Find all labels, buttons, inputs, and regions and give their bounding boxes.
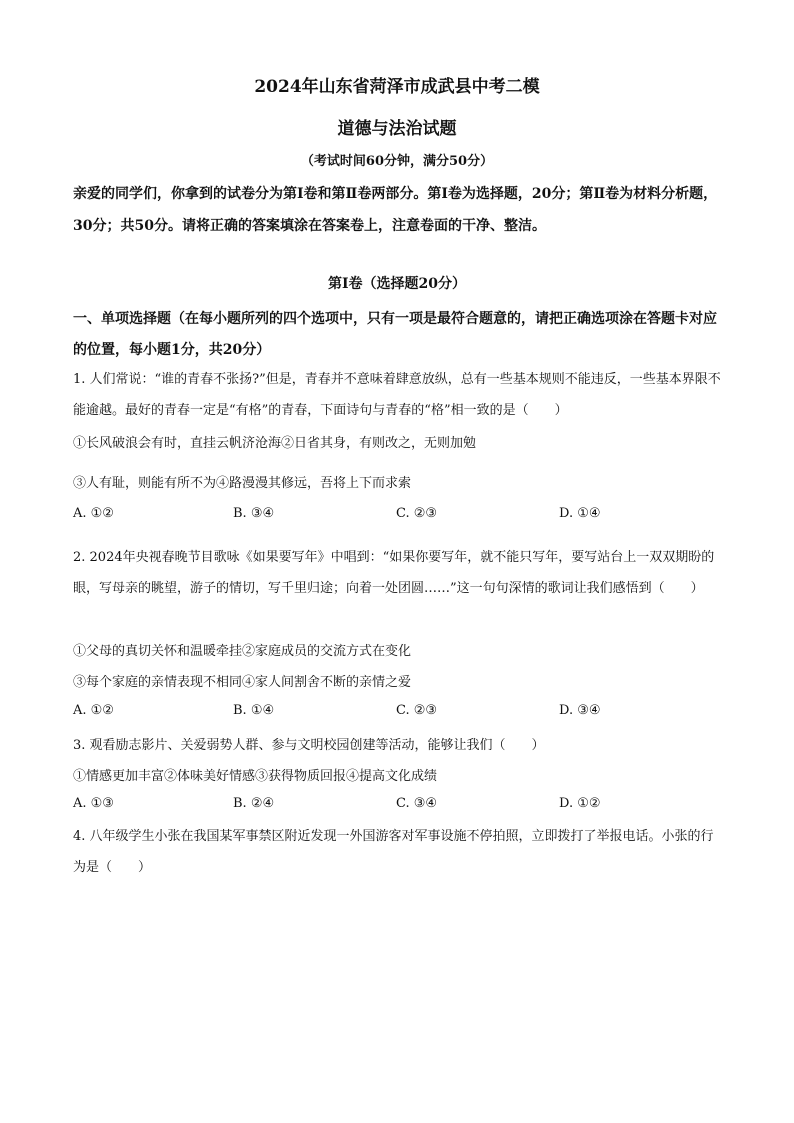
question-2-stem: 2. 2024年央视春晚节目歌咏《如果要写年》中唱到：“如果你要写年，就不能只写年，要写站台上一双双期盼的眼，写母亲的眺望，游子的情切，写千里归途；向着一处团圆……”这一句句深情的歌词让我们感悟到（ ） <box>73 550 715 596</box>
question-3-options <box>73 796 723 816</box>
option-b[interactable]: B. ①④ <box>233 703 275 718</box>
question-2-items-a: ①父母的真切关怀和温暖牵挂②家庭成员的交流方式在变化 <box>73 644 412 659</box>
option-a[interactable]: A. ①② <box>73 506 114 521</box>
part-heading: 第Ⅰ卷（选择题20分） <box>327 276 467 292</box>
intro-paragraph: 亲爱的同学们，你拿到的试卷分为第Ⅰ卷和第Ⅱ卷两部分。第Ⅰ卷为选择题，20分；第Ⅱ卷为材料分析题，30分；共50分。请将正确的答案填涂在答案卷上，注意卷面的干净、整洁。 <box>73 186 718 234</box>
subject-title: 道德与法治试题 <box>337 119 457 139</box>
question-1-options <box>73 506 723 526</box>
question-2-items-b: ③每个家庭的亲情表现不相同④家人间割舍不断的亲情之爱 <box>73 675 412 690</box>
option-d[interactable]: D. ①② <box>559 796 601 811</box>
option-c[interactable]: C. ③④ <box>396 796 438 811</box>
option-d[interactable]: D. ①④ <box>559 506 601 521</box>
option-c[interactable]: C. ②③ <box>396 506 438 521</box>
question-2-options <box>73 703 723 723</box>
option-d[interactable]: D. ③④ <box>559 703 601 718</box>
option-a[interactable]: A. ①③ <box>73 796 114 811</box>
option-c[interactable]: C. ②③ <box>396 703 438 718</box>
option-b[interactable]: B. ③④ <box>233 506 275 521</box>
question-1-items-b: ③人有耻，则能有所不为④路漫漫其修远，吾将上下而求索 <box>73 476 412 491</box>
question-3-stem: 3. 观看励志影片、关爱弱势人群、参与文明校园创建等活动，能够让我们（ ） <box>73 738 545 753</box>
question-1-stem: 1. 人们常说：“谁的青春不张扬?”但是，青春并不意味着肆意放纵，总有一些基本规则不能违反，一些基本界限不能逾越。最好的青春一定是“有格”的青春，下面诗句与青春的“格”相一致的是（ ） <box>73 372 721 418</box>
section-heading: 一、单项选择题（在每小题所列的四个选项中，只有一项是最符合题意的，请把正确选项涂在答题卡对应的位置，每小题1分，共20分） <box>73 311 717 358</box>
exam-title: 2024年山东省菏泽市成武县中考二模 <box>254 77 540 97</box>
option-b[interactable]: B. ②④ <box>233 796 275 811</box>
question-1-items-a: ①长风破浪会有时，直挂云帆济沧海②日省其身，有则改之，无则加勉 <box>73 436 477 451</box>
question-3-items: ①情感更加丰富②体味美好情感③获得物质回报④提高文化成绩 <box>73 769 438 784</box>
time-note: （考试时间60分钟，满分50分） <box>300 154 494 169</box>
question-4-stem: 4. 八年级学生小张在我国某军事禁区附近发现一外国游客对军事设施不停拍照，立即拨打了举报电话。小张的行为是（ ） <box>73 829 714 875</box>
option-a[interactable]: A. ①② <box>73 703 114 718</box>
